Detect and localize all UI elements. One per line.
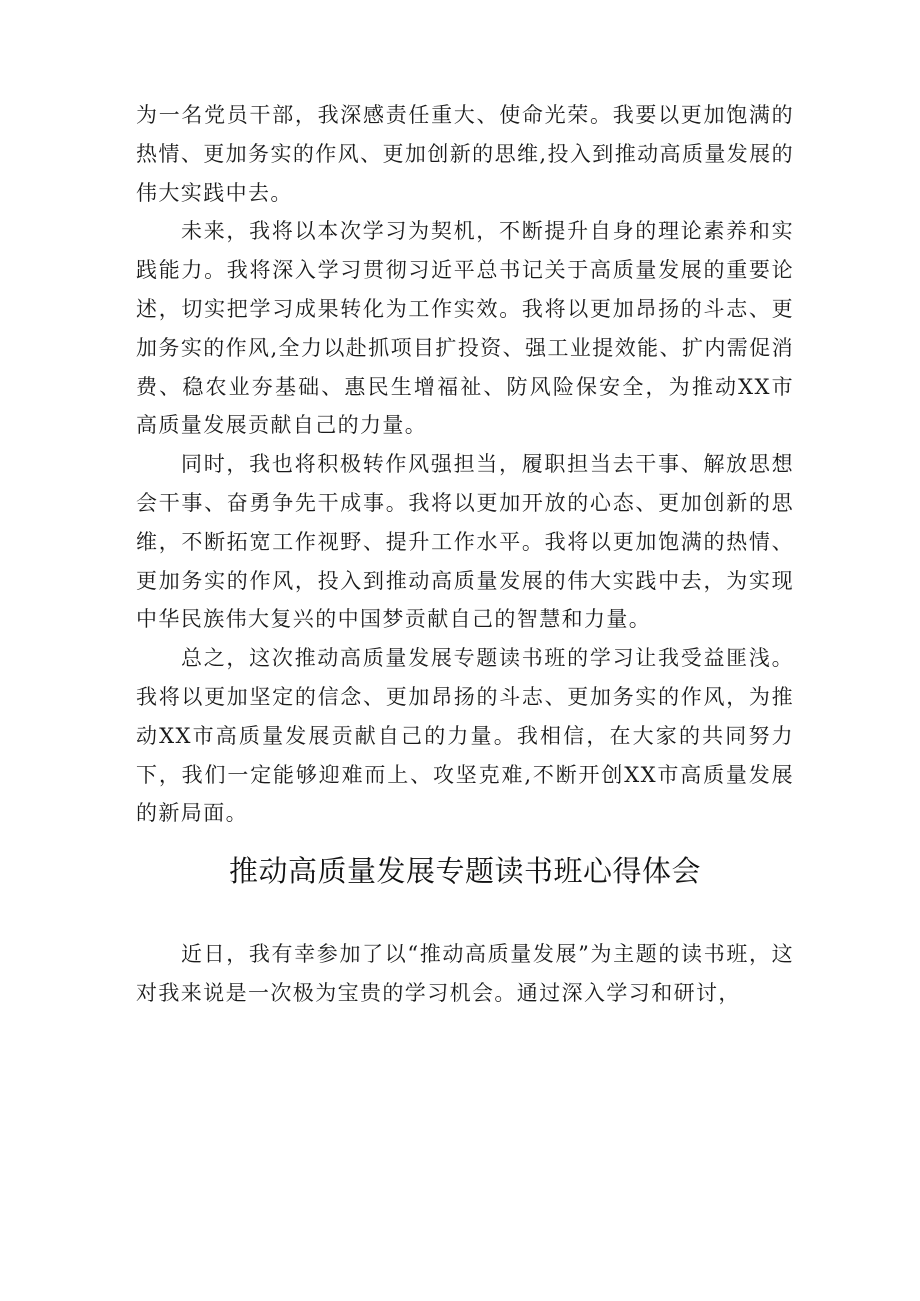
paragraph-5: 近日，我有幸参加了以“推动高质量发展”为主题的读书班，这对我来说是一次极为宝贵的学习机会。通过深入学习和研讨， <box>136 942 794 1005</box>
document-body <box>136 96 794 1013</box>
paragraph-2: 未来，我将以本次学习为契机，不断提升自身的理论素养和实践能力。我将深入学习贯彻习近平总书记关于高质量发展的重要论述，切实把学习成果转化为工作实效。我将以更加昂扬的斗志、更加务实的作风,全力以赴抓项目扩投资、强工业提效能、扩内需促消费、稳农业夯基础、惠民生增福祉、防风险保安全，为推动XX市高质量发展贡献自己的力量。 <box>136 219 794 438</box>
paragraph-3: 同时，我也将积极转作风强担当，履职担当去干事、解放思想会干事、奋勇争先干成事。我将以更加开放的心态、更加创新的思维，不断拓宽工作视野、提升工作水平。我将以更加饱满的热情、更加务实的作风，投入到推动高质量发展的伟大实践中去，为实现中华民族伟大复兴的中国梦贡献自己的智慧和力量。 <box>136 452 794 632</box>
paragraph-1: 为一名党员干部，我深感责任重大、使命光荣。我要以更加饱满的热情、更加务实的作风、更加创新的思维,投入到推动高质量发展的伟大实践中去。 <box>136 103 794 205</box>
document-title: 推动高质量发展专题读书班心得体会 <box>228 854 701 889</box>
paragraph-4: 总之，这次推动高质量发展专题读书班的学习让我受益匪浅。我将以更加坚定的信念、更加昂扬的斗志、更加务实的作风，为推动XX市高质量发展贡献自己的力量。我相信，在大家的共同努力下，我们一定能够迎难而上、攻坚克难,不断开创XX市高质量发展的新局面。 <box>136 646 794 826</box>
